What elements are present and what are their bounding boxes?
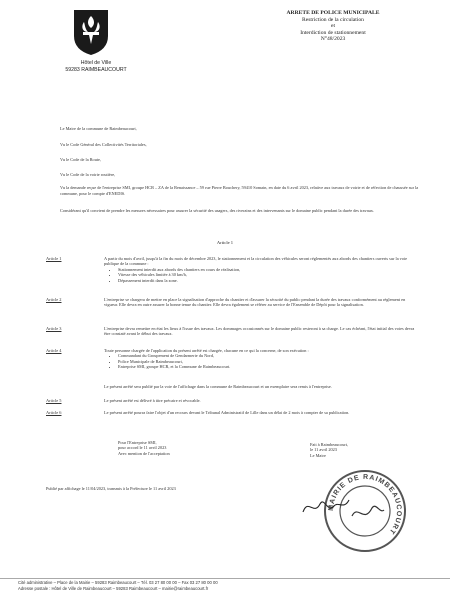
article-text: Le présent arrêté est délivré à titre précaire et révocable. [104, 398, 201, 403]
signature-line: le 11 avril 2023 [310, 447, 337, 453]
decree-title-line: et [330, 23, 336, 30]
publication-note: Le présent arrêté sera publié par la voie de l'affichage dans la commune de Raimbeaucourt et un exemplaire sera remis à l'entreprise. [104, 384, 332, 389]
company-signature-block [118, 440, 238, 456]
mayor-signature-block [310, 442, 420, 458]
list-item: • Vitesse des véhicules limitée à 30 km/h, [118, 272, 419, 277]
article-text [104, 256, 419, 283]
signature-line: pour accord le 11 avril 2023 [118, 445, 167, 451]
list-item: • Entreprise SMI, groupe HCR, et la Commune de Raimbeaucourt. [118, 364, 419, 369]
stamp-text: MAIRIE DE RAIMBEAUCOURT [327, 473, 403, 536]
article-text: L'entreprise se chargera de mettre en place la signalisation d'approche du chantier et d'assurer la sécurité du public pendant la durée des travaux conformément au règlement en vigueur. Elle devra en outre assurer la bonne tenue du chantier. Elle devra également se référer au service de l'Ensemble de Dépôt pour la signalisation. [104, 297, 406, 308]
decree-number: N°48/2023 [320, 36, 346, 43]
town-hall-label: Hôtel de Ville [80, 60, 112, 66]
preamble-cgct: Vu le Code Général des Collectivités Territoriales, [60, 142, 147, 147]
signature-line: Le Maire [310, 452, 326, 458]
article-label: Article 3 [46, 326, 62, 331]
footer-line: Adresse postale : Hôtel de Ville de Raimbeaucourt – 59283 Raimbeaucourt – mairie@raimbeaucourt.fr [18, 585, 209, 591]
article-bullets [104, 353, 419, 369]
list-item: • Commandant du Groupement de Gendarmerie du Nord, [118, 353, 419, 358]
town-address: 59283 RAIMBEAUCOURT [65, 67, 127, 73]
footer-divider [0, 578, 450, 579]
article-bullets [104, 267, 419, 283]
article-paragraph: A partir du mois d'avril, jusqu'à la fin du mois de décembre 2023, le stationnement et la circulation des véhicules seront réglementés aux abords des chantiers ouverts sur la voie publique de la commune : [104, 256, 408, 267]
article-text [104, 348, 419, 370]
preamble-request: Vu la demande reçue de l'entreprise SMI, groupe HCR – ZA de la Renaissance – 59 rue Pierre Bouchery, 59410 Somain, en date du 6 avril 2023, relative aux travaux de voirie et de réfection de chaussée sur la commune, pour le compte d'ENEDIS. [60, 185, 419, 196]
article-label: Article 5 [46, 398, 62, 403]
list-item: • Stationnement interdit aux abords des chantiers en cours de réalisation, [118, 267, 419, 272]
footer-line: Cité administrative – Place de la Mairie – 59283 Raimbeaucourt – Tél. 03 27 80 00 00 – Fax 03 27 80 00 00 [18, 580, 218, 585]
preamble-code-route: Vu le Code de la Route, [60, 157, 102, 162]
footer-address [18, 580, 438, 591]
decree-title-line: Interdiction de stationnement [300, 29, 366, 36]
notification-note: Publié par affichage le 11/04/2023, transmis à la Préfecture le 11 avril 2023 [46, 486, 176, 491]
article-label: Article 6 [46, 410, 62, 415]
preamble-code-voirie: Vu le Code de la voirie routière, [60, 172, 116, 177]
handwritten-signature-icon [300, 492, 352, 520]
list-item: • Dépassement interdit dans la zone. [118, 278, 419, 283]
preamble-mayor: Le Maire de la commune de Raimbeaucourt, [60, 126, 137, 131]
decree-title [248, 10, 418, 43]
article-paragraph: Toute personne chargée de l'application du présent arrêté est chargée, chacune en ce qui la concerne, de son exécution : [104, 348, 309, 353]
preamble-considering: Considérant qu'il convient de prendre les mesures nécessaires pour assurer la sécurité des usagers, des riverains et des intervenants sur le domaine public pendant la durée des travaux. [60, 208, 374, 213]
coat-of-arms-icon [72, 8, 110, 56]
signature-line: Fait à Raimbeaucourt, [310, 442, 349, 447]
list-item: • Police Municipale de Raimbeaucourt, [118, 359, 419, 364]
article-label: Article 4 [46, 348, 62, 353]
signature-line: Pour l'Entreprise SMI, [118, 440, 157, 445]
article-label: Article 1 [46, 256, 62, 261]
article-text: L'entreprise devra remettre en état les lieux à l'issue des travaux. Les dommages occasionnés sur le domaine public resteront à sa charge. Le cas échéant, l'état initial des voies devra être constaté avant le début des travaux. [104, 326, 415, 337]
article-label: Article 2 [46, 297, 62, 302]
decree-title-line: ARRETE DE POLICE MUNICIPALE [286, 10, 380, 16]
decree-title-line: Restriction de la circulation [302, 16, 364, 23]
article-text: Le présent arrêté pourra faire l'objet d'un recours devant le Tribunal Administratif de Lille dans un délai de 2 mois à compter de sa publication. [104, 410, 350, 415]
article-heading: Article 1 [216, 240, 234, 245]
signature-line: Avec mention de l'acceptation [118, 450, 170, 456]
